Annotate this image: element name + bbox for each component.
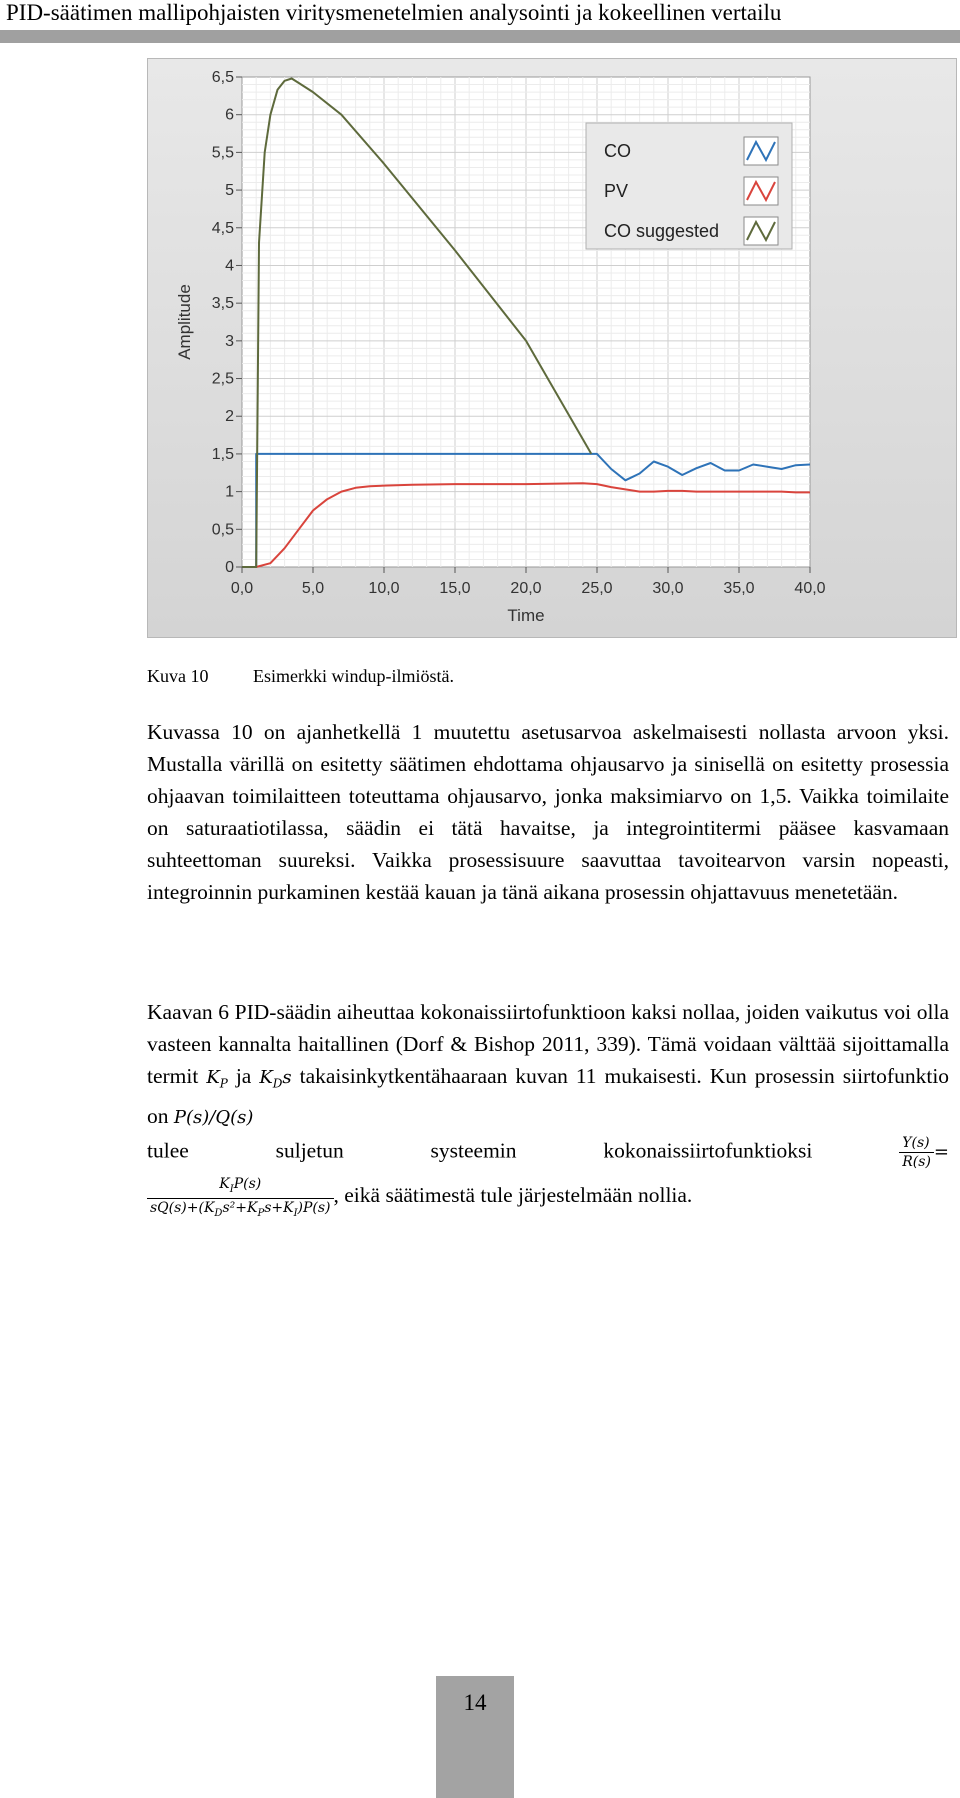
legend-label: PV: [604, 181, 629, 201]
x-tick-label: 5,0: [301, 580, 325, 597]
x-tick-label: 30,0: [652, 580, 684, 597]
y-tick-label: 1,5: [211, 445, 234, 463]
x-tick-label: 35,0: [723, 580, 755, 597]
y-tick-label: 6,5: [211, 69, 234, 86]
y-tick-label: 6: [225, 106, 234, 124]
header-rule: [0, 30, 960, 43]
fraction-numerator: $K_IP(s)$: [147, 1175, 334, 1200]
y-tick-label: 0,5: [211, 521, 234, 539]
x-axis-title: Time: [507, 606, 545, 625]
y-tick-label: 4: [225, 257, 234, 275]
x-tick-label: 15,0: [439, 580, 471, 597]
y-tick-label: 3: [225, 332, 234, 350]
fraction-denominator: $sQ(s)+(K_Ds^2+K_Ps+K_I)P(s)$: [150, 1200, 331, 1220]
y-tick-label: 4,5: [211, 219, 234, 237]
y-tick-label: 5,5: [211, 144, 234, 162]
chart-legend: [586, 123, 792, 249]
page-number-box: [436, 1676, 514, 1798]
x-tick-label: 40,0: [794, 580, 826, 597]
p2-line-c: [147, 1134, 949, 1171]
legend-label: CO suggested: [604, 221, 720, 241]
math-kds: $K_Ds$: [259, 1067, 292, 1091]
running-header: PID-säätimen mallipohjaisten viritysmenetelmien analysointi ja kokeellinen vertailu: [6, 0, 782, 25]
y-tick-label: 3,5: [211, 295, 234, 313]
paragraph-1: Kuvassa 10 on ajanhetkellä 1 muutettu asetusarvoa askelmaisesti nollasta arvoon yksi. Mustalla värillä on esitetty säätimen ehdottama ohjausarvo ja sinisellä on esitetty prosessia ohjaavan toimilaitteen toteuttama ohjausarvo, jonka maksimiarvo on 1,5. Vaikka toimilaite on saturaatiotilassa, säädin ei tätä havaitse, ja integrointitermi pääsee kasvamaan suhteettoman suureksi. Vaikka prosessisuure saavuttaa tavoitearvon varsin nopeasti, integroinnin purkaminen kestää kauan ja tänä aikana prosessin ohjattavuus menetetään.: [147, 720, 949, 904]
paragraph-2: [147, 996, 949, 1223]
legend-label: CO: [604, 141, 631, 161]
caption-text: Esimerkki windup-ilmiöstä.: [253, 666, 454, 686]
page-number: 14: [463, 1690, 487, 1715]
y-tick-label: 2,5: [211, 370, 234, 388]
y-tick-label: 0: [225, 559, 234, 576]
math-kp: $K_P$: [206, 1067, 228, 1091]
y-tick-label: 2: [225, 408, 234, 426]
y-tick-label: 1: [225, 483, 234, 501]
figure-caption: [147, 666, 454, 687]
fraction-y-r: $\frac{Y(s)}{R(s)}$: [899, 1134, 934, 1171]
equals-sign: =: [933, 1141, 949, 1163]
figure-chart: [147, 58, 957, 638]
y-tick-label: 5: [225, 182, 234, 200]
p2-ja: ja: [235, 1064, 252, 1088]
p2-text-d: , eikä säätimestä tule järjestelmään nollia.: [333, 1182, 693, 1207]
x-tick-label: 25,0: [581, 580, 613, 597]
p2-text-b: takaisinkytkentähaaraan kuvan 11 mukaisesti. Kun prosessin siirtofunktio on: [147, 1064, 950, 1128]
y-axis-title: Amplitude: [175, 284, 194, 360]
chart-svg: [148, 59, 958, 639]
math-ps-qs: P(s)/Q(s): [173, 1106, 254, 1128]
x-tick-label: 0,0: [230, 580, 254, 597]
x-tick-label: 20,0: [510, 580, 542, 597]
p2-text-a: Kaavan 6 PID-säädin aiheuttaa kokonaissiirtofunktioon kaksi nollaa, joiden vaikutus voi olla vasteen kannalta haitallinen (Dorf & Bishop 2011, 339). Tämä voidaan välttää sijoittamalla termit: [147, 1000, 949, 1088]
x-tick-label: 10,0: [368, 580, 400, 597]
fraction-transfer: [147, 1175, 334, 1224]
p2-text-c: tulee suljetun systeemin kokonaissiirtofunktioksi: [147, 1138, 813, 1163]
caption-number: Kuva 10: [147, 666, 209, 686]
